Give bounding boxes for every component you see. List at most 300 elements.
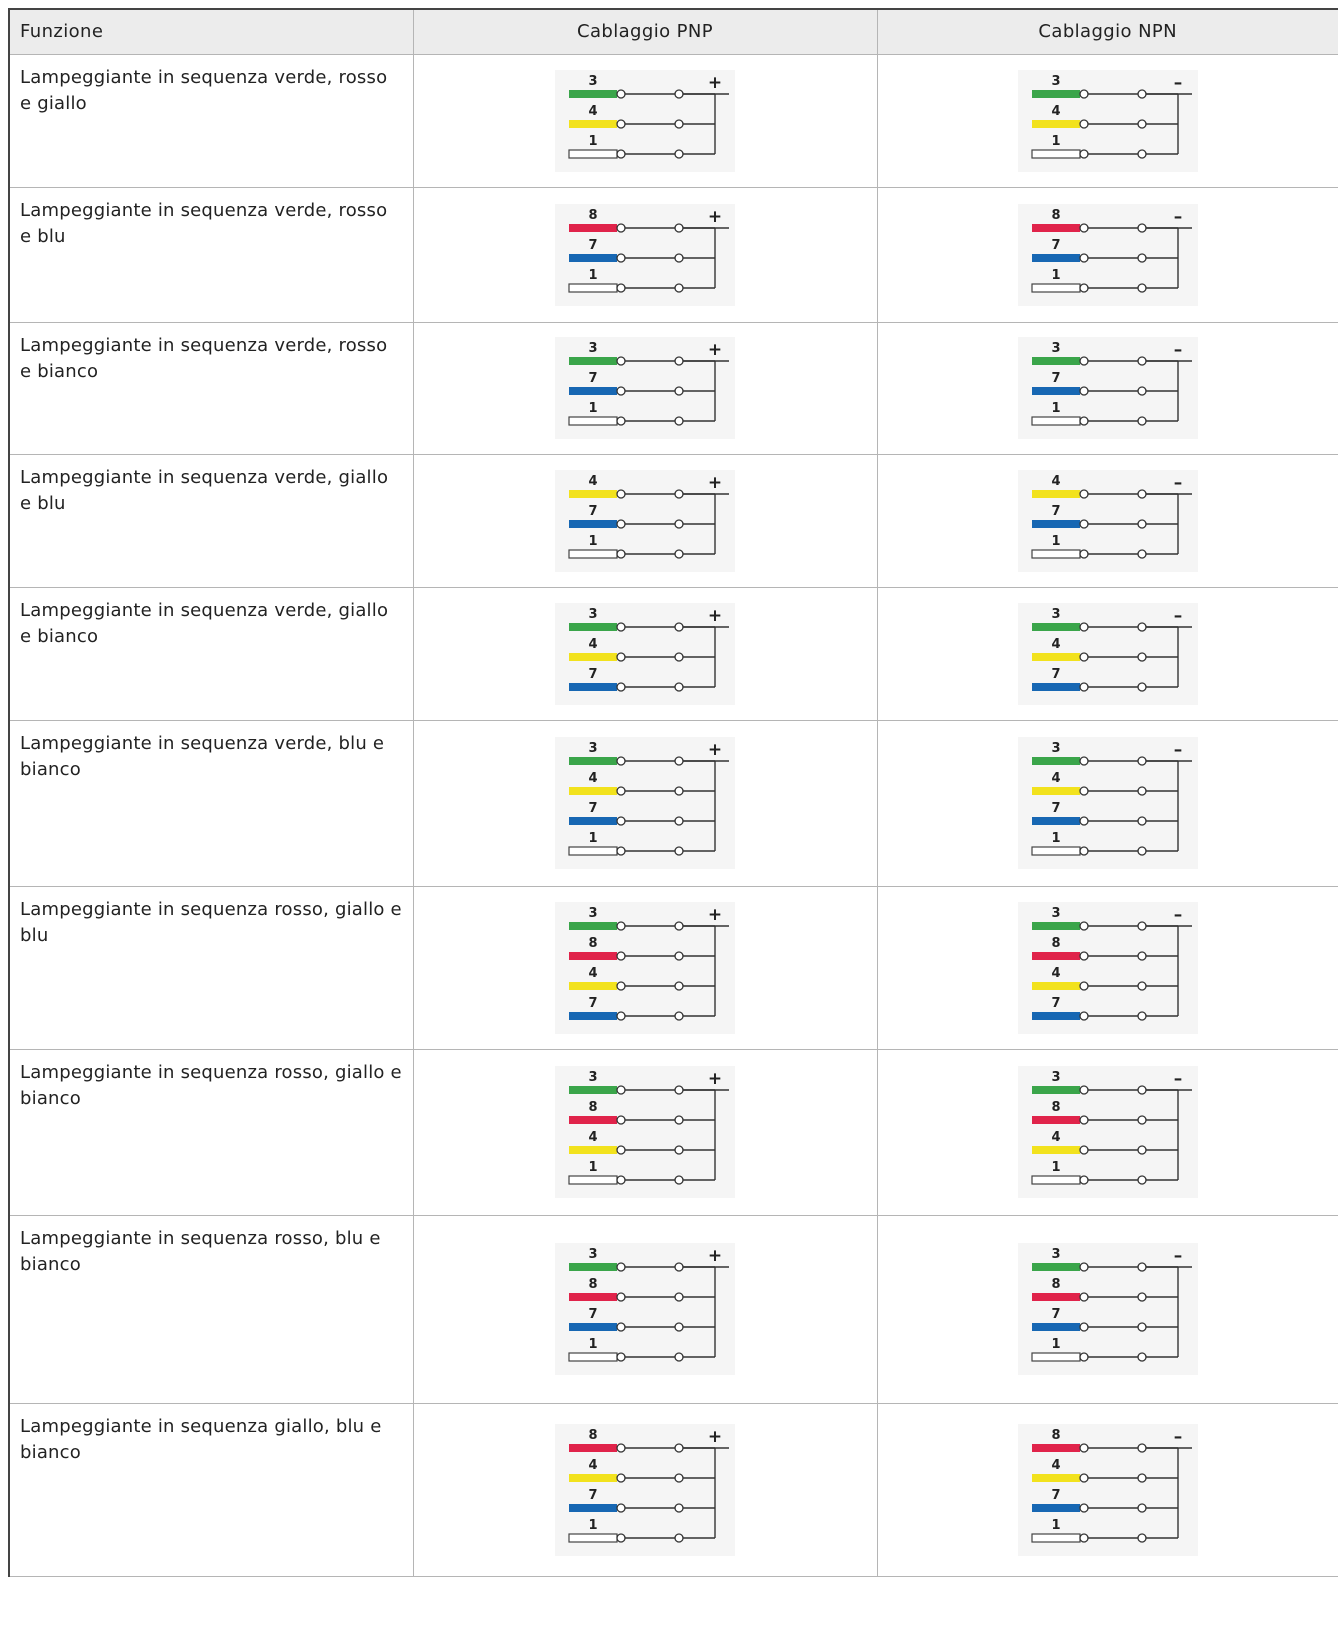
wire-color-bar [569, 817, 617, 825]
terminal-circle [1138, 1444, 1146, 1452]
terminal-circle [1080, 90, 1088, 98]
wire-number-label: 4 [1051, 965, 1061, 981]
wire-number-label: 3 [1051, 606, 1061, 622]
wire-color-bar [1032, 1444, 1080, 1452]
wire-color-bar [1032, 550, 1080, 558]
terminal-circle [675, 150, 683, 158]
wire-number-label: 1 [588, 533, 598, 549]
function-text: Lampeggiante in sequenza rosso, blu e bianco [20, 1227, 381, 1275]
wire-number-label: 7 [588, 237, 598, 253]
plus-sign-icon: + [707, 605, 723, 626]
wire-color-bar [1032, 357, 1080, 365]
minus-sign-icon: – [1173, 904, 1182, 925]
pnp-wiring-cell [413, 187, 877, 322]
terminal-circle [675, 1534, 683, 1542]
terminal-circle [1080, 1116, 1088, 1124]
wire-number-label: 7 [1051, 666, 1061, 682]
header-function: Funzione [9, 9, 413, 54]
terminal-circle [1080, 952, 1088, 960]
wire-color-bar [569, 922, 617, 930]
pnp-wiring-diagram [555, 1243, 735, 1375]
terminal-circle [1080, 683, 1088, 691]
terminal-circle [617, 1176, 625, 1184]
terminal-circle [1138, 490, 1146, 498]
wire-number-label: 1 [1051, 133, 1061, 149]
minus-sign-icon: – [1173, 1069, 1182, 1089]
table-row [9, 454, 1338, 587]
terminal-circle [675, 922, 683, 930]
terminal-circle [1138, 1353, 1146, 1361]
pnp-wiring-diagram [555, 204, 735, 306]
table-row [9, 54, 1338, 187]
minus-sign-icon: – [1173, 472, 1182, 493]
table-row [9, 1403, 1338, 1576]
terminal-circle [617, 922, 625, 930]
npn-wiring-diagram [1018, 1066, 1198, 1198]
terminal-circle [1138, 224, 1146, 232]
terminal-circle [1080, 1146, 1088, 1154]
minus-sign-icon: – [1173, 740, 1182, 760]
wire-number-label: 3 [1051, 1247, 1061, 1262]
wire-color-bar [569, 683, 617, 691]
wire-number-label: 4 [1051, 1130, 1061, 1145]
minus-sign-icon: – [1173, 1426, 1182, 1447]
minus-sign-icon: – [1173, 72, 1182, 93]
wire-number-label: 7 [588, 503, 598, 519]
table-body [9, 54, 1338, 1576]
function-text: Lampeggiante in sequenza verde, rosso e bianco [20, 334, 388, 382]
pnp-wiring-cell [413, 1049, 877, 1215]
wire-color-bar [1032, 1263, 1080, 1271]
terminal-circle [617, 1012, 625, 1020]
terminal-circle [675, 1086, 683, 1094]
wire-color-bar [569, 387, 617, 395]
terminal-circle [617, 550, 625, 558]
wire-number-label: 1 [588, 1160, 598, 1175]
table-row [9, 322, 1338, 454]
terminal-circle [617, 1444, 625, 1452]
header-pnp-wiring: Cablaggio PNP [413, 9, 877, 54]
terminal-circle [1080, 1012, 1088, 1020]
terminal-circle [675, 1263, 683, 1271]
minus-sign-icon: – [1173, 605, 1182, 626]
terminal-circle [1080, 787, 1088, 795]
wire-color-bar [1032, 254, 1080, 262]
terminal-circle [675, 1323, 683, 1331]
terminal-circle [617, 150, 625, 158]
wire-color-bar [569, 1323, 617, 1331]
pnp-wiring-diagram [555, 1066, 735, 1198]
terminal-circle [1080, 417, 1088, 425]
function-text: Lampeggiante in sequenza verde, giallo e blu [20, 466, 389, 514]
function-cell [9, 54, 413, 187]
terminal-circle [617, 1323, 625, 1331]
wire-color-bar [1032, 1176, 1080, 1184]
wire-number-label: 3 [1051, 341, 1061, 356]
function-cell [9, 187, 413, 322]
wire-color-bar [569, 550, 617, 558]
terminal-circle [1080, 1534, 1088, 1542]
wire-color-bar [569, 490, 617, 498]
terminal-circle [1080, 120, 1088, 128]
terminal-circle [1080, 550, 1088, 558]
terminal-circle [675, 1176, 683, 1184]
terminal-circle [617, 357, 625, 365]
wire-color-bar [1032, 1474, 1080, 1482]
terminal-circle [617, 1504, 625, 1512]
terminal-circle [675, 1444, 683, 1452]
terminal-circle [675, 387, 683, 395]
wire-number-label: 4 [588, 965, 598, 981]
wire-color-bar [1032, 1146, 1080, 1154]
terminal-circle [1138, 922, 1146, 930]
terminal-circle [617, 520, 625, 528]
wire-color-bar [1032, 1012, 1080, 1020]
npn-wiring-cell [877, 187, 1338, 322]
terminal-circle [617, 1353, 625, 1361]
terminal-circle [617, 653, 625, 661]
terminal-circle [1138, 1012, 1146, 1020]
terminal-circle [617, 683, 625, 691]
wire-color-bar [1032, 817, 1080, 825]
pnp-wiring-diagram [555, 337, 735, 439]
terminal-circle [675, 357, 683, 365]
minus-sign-icon: – [1173, 340, 1182, 360]
terminal-circle [675, 1293, 683, 1301]
wire-number-label: 4 [1051, 1457, 1061, 1473]
terminal-circle [1080, 387, 1088, 395]
table-row [9, 1049, 1338, 1215]
terminal-circle [675, 1012, 683, 1020]
wire-color-bar [569, 1504, 617, 1512]
wire-number-label: 3 [1051, 741, 1061, 756]
wire-color-bar [569, 653, 617, 661]
wire-color-bar [1032, 224, 1080, 232]
terminal-circle [617, 1146, 625, 1154]
terminal-circle [1138, 757, 1146, 765]
wire-color-bar [1032, 1086, 1080, 1094]
wire-color-bar [569, 847, 617, 855]
terminal-circle [675, 90, 683, 98]
wire-number-label: 4 [588, 1130, 598, 1145]
terminal-circle [1138, 120, 1146, 128]
terminal-circle [1138, 1534, 1146, 1542]
minus-sign-icon: – [1173, 206, 1182, 227]
npn-wiring-diagram [1018, 1243, 1198, 1375]
terminal-circle [1138, 847, 1146, 855]
wire-number-label: 7 [1051, 995, 1061, 1011]
wire-number-label: 4 [1051, 771, 1061, 786]
wire-color-bar [1032, 284, 1080, 292]
wire-color-bar [569, 417, 617, 425]
wire-color-bar [569, 1534, 617, 1542]
terminal-circle [617, 120, 625, 128]
wire-number-label: 1 [1051, 1517, 1061, 1533]
pnp-wiring-diagram [555, 70, 735, 172]
wire-number-label: 4 [588, 636, 598, 652]
terminal-circle [675, 1146, 683, 1154]
terminal-circle [617, 623, 625, 631]
terminal-circle [1080, 254, 1088, 262]
wire-color-bar [569, 1146, 617, 1154]
terminal-circle [1080, 982, 1088, 990]
wire-number-label: 8 [588, 1427, 598, 1443]
pnp-wiring-diagram [555, 737, 735, 869]
npn-wiring-diagram [1018, 337, 1198, 439]
terminal-circle [617, 387, 625, 395]
table-row [9, 187, 1338, 322]
wire-number-label: 8 [588, 935, 598, 951]
terminal-circle [617, 90, 625, 98]
terminal-circle [1138, 683, 1146, 691]
wire-number-label: 3 [588, 1247, 598, 1262]
wire-color-bar [569, 1012, 617, 1020]
wire-color-bar [1032, 490, 1080, 498]
wire-number-label: 7 [1051, 503, 1061, 519]
wire-color-bar [1032, 150, 1080, 158]
wire-color-bar [569, 787, 617, 795]
terminal-circle [1138, 1474, 1146, 1482]
terminal-circle [1138, 1323, 1146, 1331]
terminal-circle [617, 982, 625, 990]
terminal-circle [1138, 1504, 1146, 1512]
terminal-circle [1138, 817, 1146, 825]
terminal-circle [617, 952, 625, 960]
npn-wiring-cell [877, 587, 1338, 720]
terminal-circle [1138, 653, 1146, 661]
wire-number-label: 7 [1051, 1487, 1061, 1503]
wire-color-bar [1032, 1323, 1080, 1331]
plus-sign-icon: + [707, 1246, 723, 1266]
wire-number-label: 8 [1051, 1100, 1061, 1115]
table-header [9, 9, 1338, 54]
function-cell [9, 1403, 413, 1576]
pnp-wiring-cell [413, 54, 877, 187]
terminal-circle [1138, 787, 1146, 795]
terminal-circle [1138, 952, 1146, 960]
wire-color-bar [1032, 623, 1080, 631]
terminal-circle [1138, 1293, 1146, 1301]
pnp-wiring-cell [413, 720, 877, 886]
npn-wiring-diagram [1018, 603, 1198, 705]
terminal-circle [1080, 757, 1088, 765]
wire-number-label: 3 [588, 606, 598, 622]
plus-sign-icon: + [707, 1069, 723, 1089]
pnp-wiring-cell [413, 322, 877, 454]
wire-color-bar [1032, 1116, 1080, 1124]
terminal-circle [675, 1474, 683, 1482]
terminal-circle [617, 757, 625, 765]
wire-number-label: 4 [1051, 103, 1061, 119]
terminal-circle [675, 982, 683, 990]
wire-color-bar [569, 952, 617, 960]
wire-color-bar [569, 1353, 617, 1361]
pnp-wiring-cell [413, 1403, 877, 1576]
terminal-circle [1138, 1086, 1146, 1094]
terminal-circle [675, 623, 683, 631]
wire-color-bar [1032, 952, 1080, 960]
wire-number-label: 7 [1051, 371, 1061, 386]
terminal-circle [675, 254, 683, 262]
plus-sign-icon: + [707, 340, 723, 360]
wire-number-label: 1 [588, 1337, 598, 1352]
wire-color-bar [1032, 757, 1080, 765]
wire-color-bar [569, 90, 617, 98]
wire-number-label: 8 [588, 207, 598, 223]
wire-number-label: 4 [1051, 473, 1061, 489]
npn-wiring-diagram [1018, 1424, 1198, 1556]
function-text: Lampeggiante in sequenza rosso, giallo e bianco [20, 1061, 402, 1109]
terminal-circle [675, 1116, 683, 1124]
wire-number-label: 1 [1051, 533, 1061, 549]
terminal-circle [1080, 1086, 1088, 1094]
wire-number-label: 1 [1051, 401, 1061, 416]
terminal-circle [675, 847, 683, 855]
wire-number-label: 3 [1051, 1070, 1061, 1085]
terminal-circle [1080, 922, 1088, 930]
terminal-circle [617, 224, 625, 232]
plus-sign-icon: + [707, 740, 723, 760]
terminal-circle [675, 120, 683, 128]
terminal-circle [617, 1293, 625, 1301]
plus-sign-icon: + [707, 206, 723, 227]
npn-wiring-diagram [1018, 902, 1198, 1034]
wire-color-bar [1032, 387, 1080, 395]
plus-sign-icon: + [707, 472, 723, 493]
wire-color-bar [1032, 1504, 1080, 1512]
terminal-circle [1080, 1176, 1088, 1184]
wire-number-label: 4 [588, 103, 598, 119]
pnp-wiring-cell [413, 587, 877, 720]
wire-number-label: 7 [588, 371, 598, 386]
function-cell [9, 720, 413, 886]
function-cell [9, 587, 413, 720]
terminal-circle [1080, 653, 1088, 661]
wire-number-label: 8 [1051, 207, 1061, 223]
plus-sign-icon: + [707, 72, 723, 93]
wire-color-bar [1032, 922, 1080, 930]
npn-wiring-diagram [1018, 470, 1198, 572]
function-cell [9, 322, 413, 454]
wire-color-bar [1032, 683, 1080, 691]
wire-color-bar [569, 357, 617, 365]
wire-number-label: 8 [588, 1100, 598, 1115]
wire-number-label: 3 [588, 741, 598, 756]
terminal-circle [1138, 357, 1146, 365]
wire-number-label: 3 [1051, 905, 1061, 921]
table-row [9, 587, 1338, 720]
terminal-circle [1138, 417, 1146, 425]
terminal-circle [617, 847, 625, 855]
terminal-circle [1080, 1444, 1088, 1452]
wire-number-label: 1 [1051, 267, 1061, 283]
wire-color-bar [569, 224, 617, 232]
terminal-circle [617, 1263, 625, 1271]
wire-color-bar [569, 1086, 617, 1094]
wire-color-bar [1032, 847, 1080, 855]
terminal-circle [1080, 817, 1088, 825]
wire-color-bar [1032, 982, 1080, 990]
terminal-circle [675, 550, 683, 558]
npn-wiring-cell [877, 322, 1338, 454]
wire-number-label: 1 [588, 831, 598, 846]
header-npn-wiring: Cablaggio NPN [877, 9, 1338, 54]
wire-color-bar [1032, 787, 1080, 795]
wire-number-label: 1 [588, 1517, 598, 1533]
terminal-circle [675, 520, 683, 528]
function-cell [9, 886, 413, 1049]
wire-color-bar [1032, 653, 1080, 661]
terminal-circle [675, 757, 683, 765]
wire-color-bar [569, 1293, 617, 1301]
terminal-circle [1138, 1263, 1146, 1271]
wire-color-bar [1032, 1534, 1080, 1542]
terminal-circle [617, 817, 625, 825]
function-text: Lampeggiante in sequenza verde, rosso e giallo [20, 66, 388, 114]
wire-number-label: 8 [1051, 935, 1061, 951]
wire-color-bar [569, 1116, 617, 1124]
terminal-circle [675, 224, 683, 232]
terminal-circle [1080, 490, 1088, 498]
wire-color-bar [1032, 90, 1080, 98]
wire-number-label: 4 [588, 473, 598, 489]
terminal-circle [617, 417, 625, 425]
wire-number-label: 3 [588, 73, 598, 89]
terminal-circle [675, 284, 683, 292]
wire-color-bar [569, 1263, 617, 1271]
function-text: Lampeggiante in sequenza verde, rosso e blu [20, 199, 388, 247]
plus-sign-icon: + [707, 904, 723, 925]
terminal-circle [675, 787, 683, 795]
wire-color-bar [569, 1176, 617, 1184]
terminal-circle [675, 1504, 683, 1512]
terminal-circle [1080, 1323, 1088, 1331]
terminal-circle [1138, 150, 1146, 158]
terminal-circle [1080, 1474, 1088, 1482]
npn-wiring-cell [877, 454, 1338, 587]
wire-color-bar [569, 254, 617, 262]
header-row [9, 9, 1338, 54]
terminal-circle [675, 952, 683, 960]
terminal-circle [1080, 284, 1088, 292]
terminal-circle [617, 787, 625, 795]
wire-number-label: 7 [1051, 801, 1061, 816]
terminal-circle [675, 417, 683, 425]
wire-number-label: 3 [1051, 73, 1061, 89]
terminal-circle [1138, 520, 1146, 528]
terminal-circle [1080, 150, 1088, 158]
terminal-circle [1138, 982, 1146, 990]
terminal-circle [1138, 387, 1146, 395]
terminal-circle [1138, 623, 1146, 631]
wire-number-label: 3 [588, 905, 598, 921]
wire-number-label: 7 [588, 1307, 598, 1322]
terminal-circle [1138, 284, 1146, 292]
plus-sign-icon: + [707, 1426, 723, 1447]
wire-number-label: 4 [588, 771, 598, 786]
terminal-circle [617, 284, 625, 292]
wire-number-label: 7 [1051, 1307, 1061, 1322]
terminal-circle [1138, 1146, 1146, 1154]
npn-wiring-cell [877, 1215, 1338, 1403]
wire-number-label: 7 [1051, 237, 1061, 253]
function-text: Lampeggiante in sequenza rosso, giallo e blu [20, 898, 402, 946]
wire-number-label: 3 [588, 341, 598, 356]
terminal-circle [1138, 1176, 1146, 1184]
terminal-circle [617, 1474, 625, 1482]
terminal-circle [1080, 1504, 1088, 1512]
function-text: Lampeggiante in sequenza verde, giallo e bianco [20, 599, 389, 647]
